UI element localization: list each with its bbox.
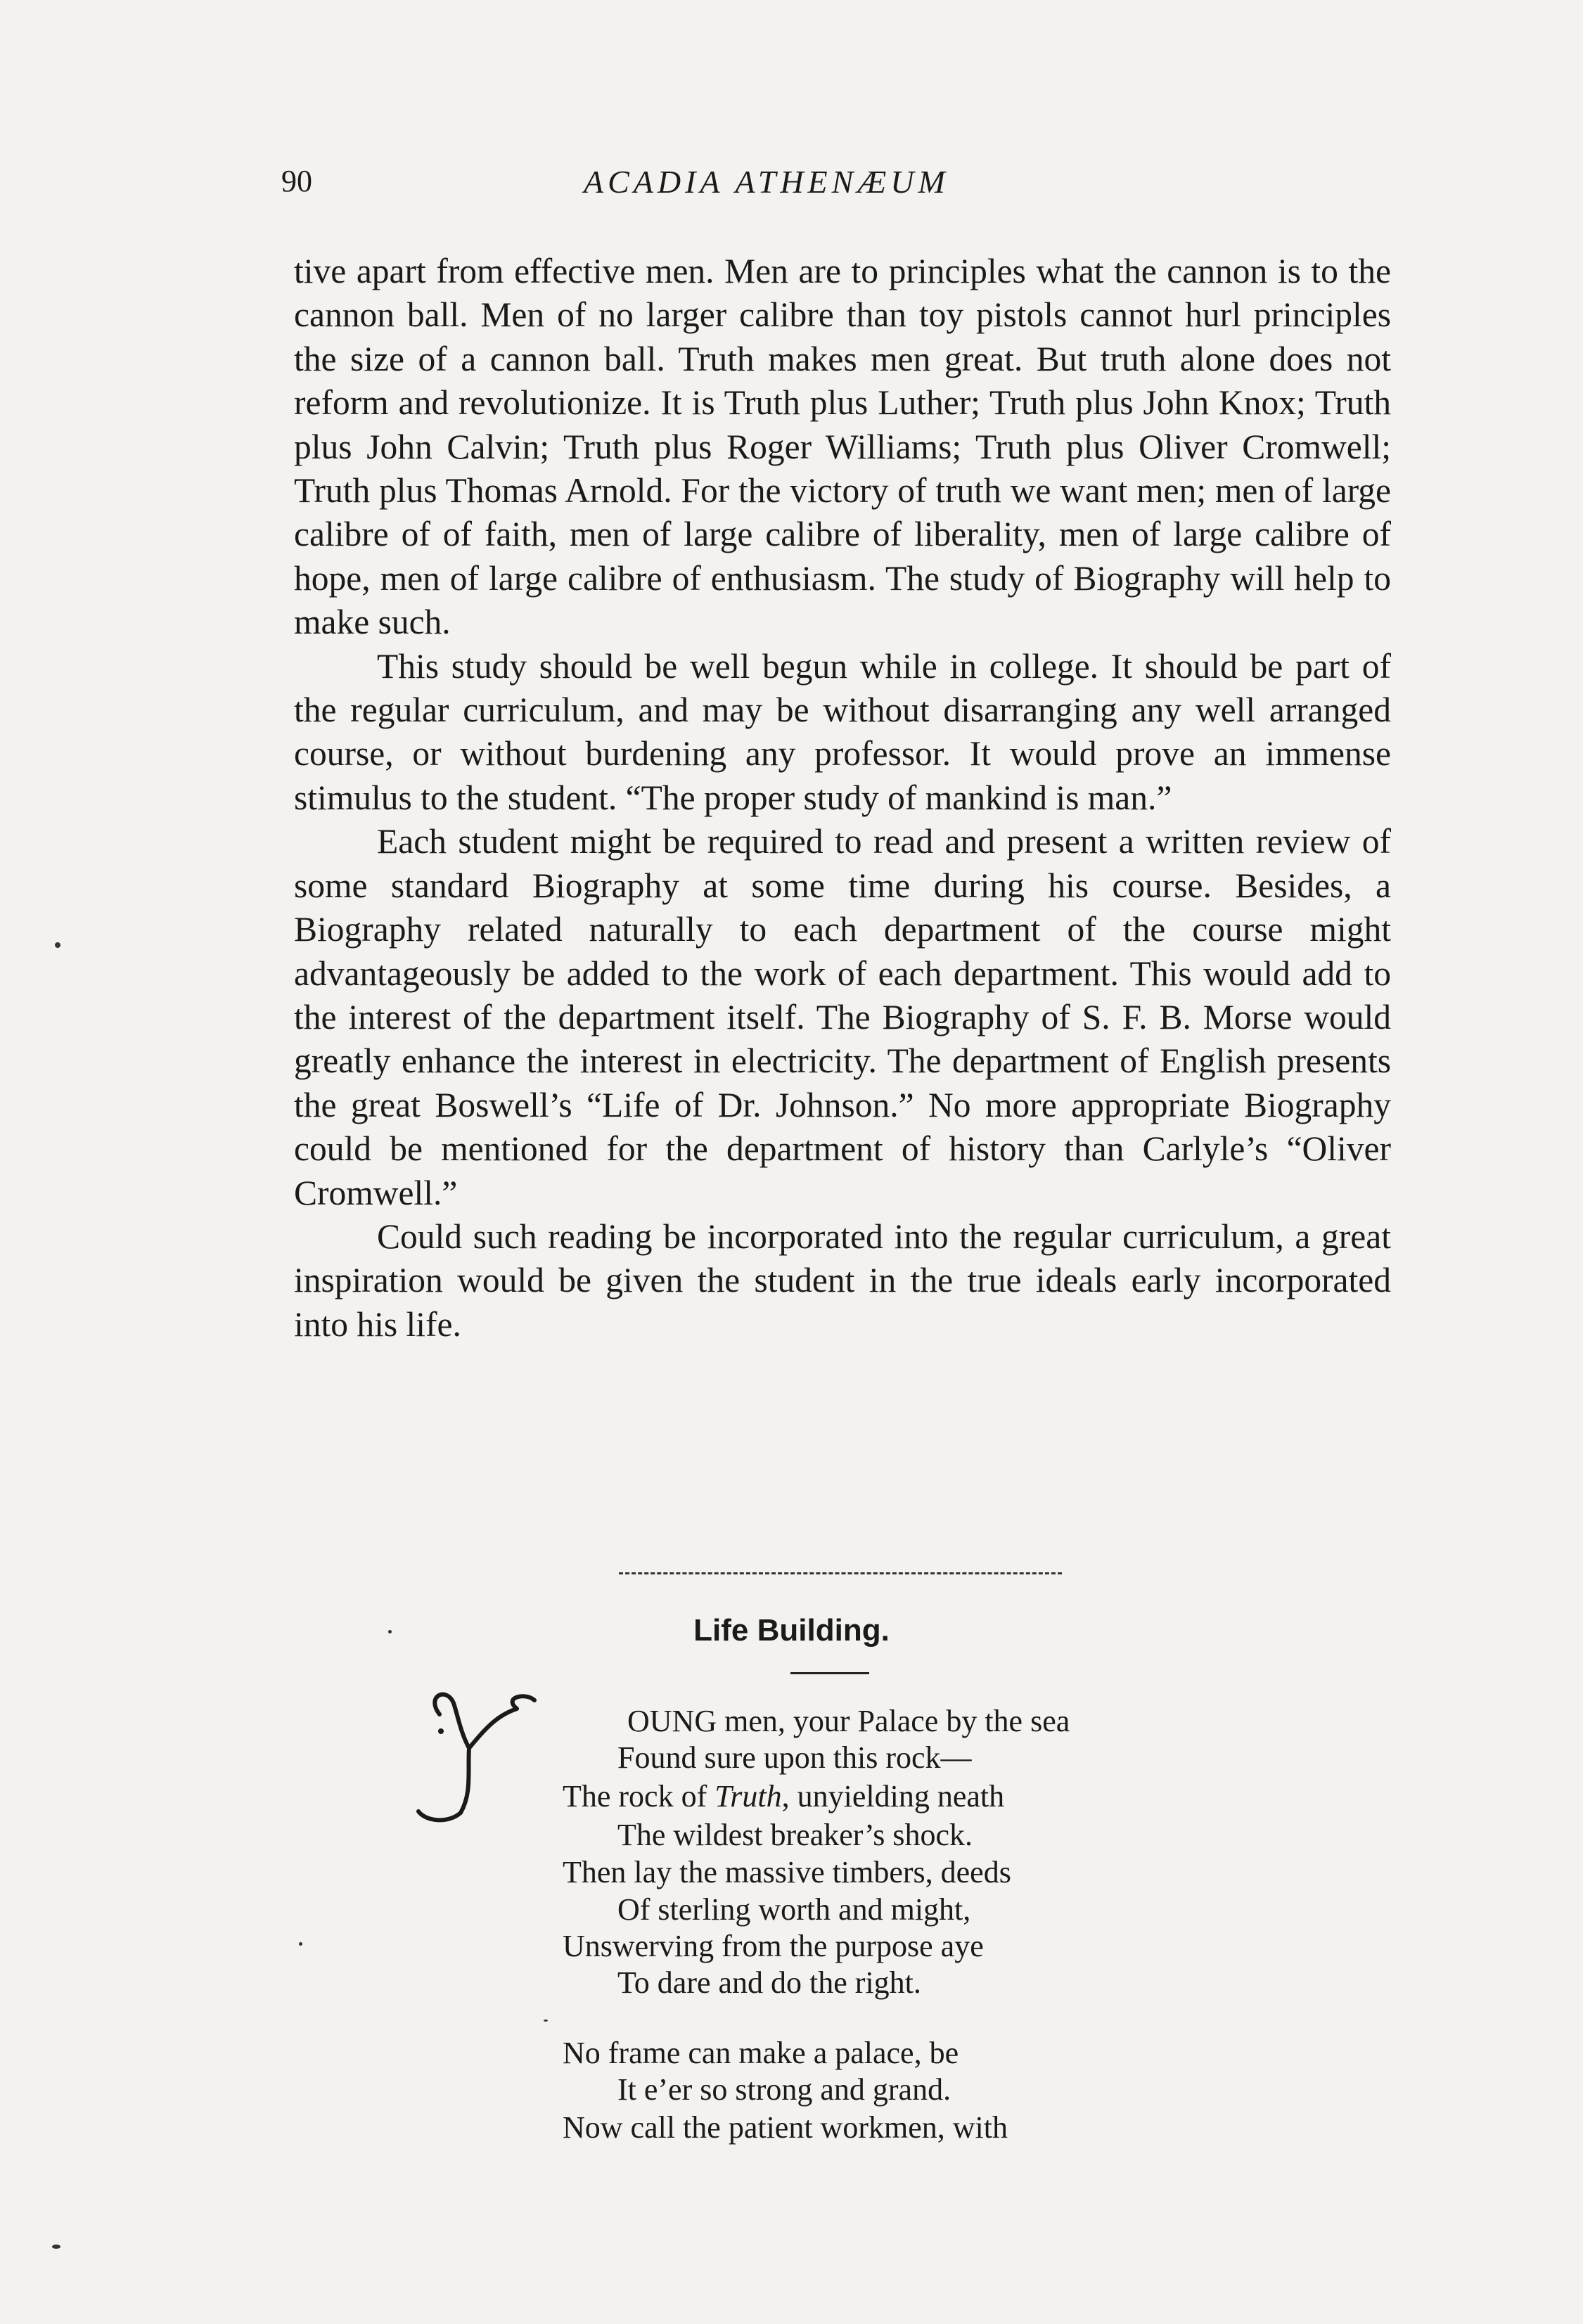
ink-speck <box>544 2020 548 2022</box>
poem-title: Life Building. <box>693 1613 890 1648</box>
poem-line: No frame can make a palace, be <box>563 2036 959 2070</box>
paragraph: Could such reading be incorporated into the regular curriculum, a great inspiration would be given the student in the true ideals early incorporated into his life. <box>294 1216 1391 1344</box>
emphasis: Truth <box>714 1779 782 1813</box>
poem-line: It e’er so strong and grand. <box>617 2072 951 2107</box>
ink-speck <box>388 1630 392 1633</box>
poem-line: The wildest breaker’s shock. <box>617 1818 973 1852</box>
poem-line: OUNG men, your Palace by the sea <box>627 1704 1070 1738</box>
paragraph: tive apart from effective men. Men are to principles what the cannon is to the cannon ball. Men of no larger calibre than toy pistols cannot hurl principles the size of a cannon ball. Truth makes men great. But truth alone does not reform and revolutionize. It is Truth plus Luther; Truth plus John Knox; Truth plus John Calvin; Truth plus Roger Williams; Truth plus Oliver Cromwell; Truth plus Thomas Arnold. For the victory of truth we want men; men of large calibre of of faith, men of large calibre of liberality, men of large calibre of hope, men of large calibre of enthusiasm. The study of Biography will help to make such. <box>294 252 1391 642</box>
ink-speck <box>52 2245 60 2249</box>
article-body <box>294 250 1391 1347</box>
ink-speck <box>55 942 60 948</box>
poem-line: Unswerving from the purpose aye <box>563 1929 984 1963</box>
title-rule <box>790 1672 869 1674</box>
poem-line: Found sure upon this rock— <box>617 1740 972 1775</box>
poem-line: Now call the patient workmen, with <box>563 2110 1008 2145</box>
ink-speck <box>299 1942 302 1946</box>
paragraph: This study should be well begun while in college. It should be part of the regular curriculum, and may be without disarranging any well arranged course, or without burdening any professor. It would prove an immense stimulus to the student. “The proper study of mankind is man.” <box>294 646 1391 817</box>
drop-cap-y <box>411 1688 580 1828</box>
page-header <box>281 163 1336 219</box>
poem-line: The rock of Truth, unyielding neath <box>563 1779 1005 1813</box>
paragraph: Each student might be required to read and present a written review of some standard Biography at some time during his course. Besides, a Biography related naturally to each department of the course might advantageously be added to the work of each department. This would add to the interest of the department itself. The Biography of S. F. B. Morse would greatly enhance the interest in electricity. The department of English presents the great Boswell’s “Life of Dr. Johnson.” No more appropriate Biography could be mentioned for the department of history than Carlyle’s “Oliver Cromwell.” <box>294 822 1391 1212</box>
poem-line: Then lay the massive timbers, deeds <box>563 1855 1011 1889</box>
page-number: 90 <box>281 164 312 198</box>
section-divider <box>619 1572 1062 1574</box>
running-title: ACADIA ATHENÆUM <box>584 164 949 200</box>
poem-line: To dare and do the right. <box>617 1965 921 2000</box>
poem-line: Of sterling worth and might, <box>617 1892 971 1927</box>
